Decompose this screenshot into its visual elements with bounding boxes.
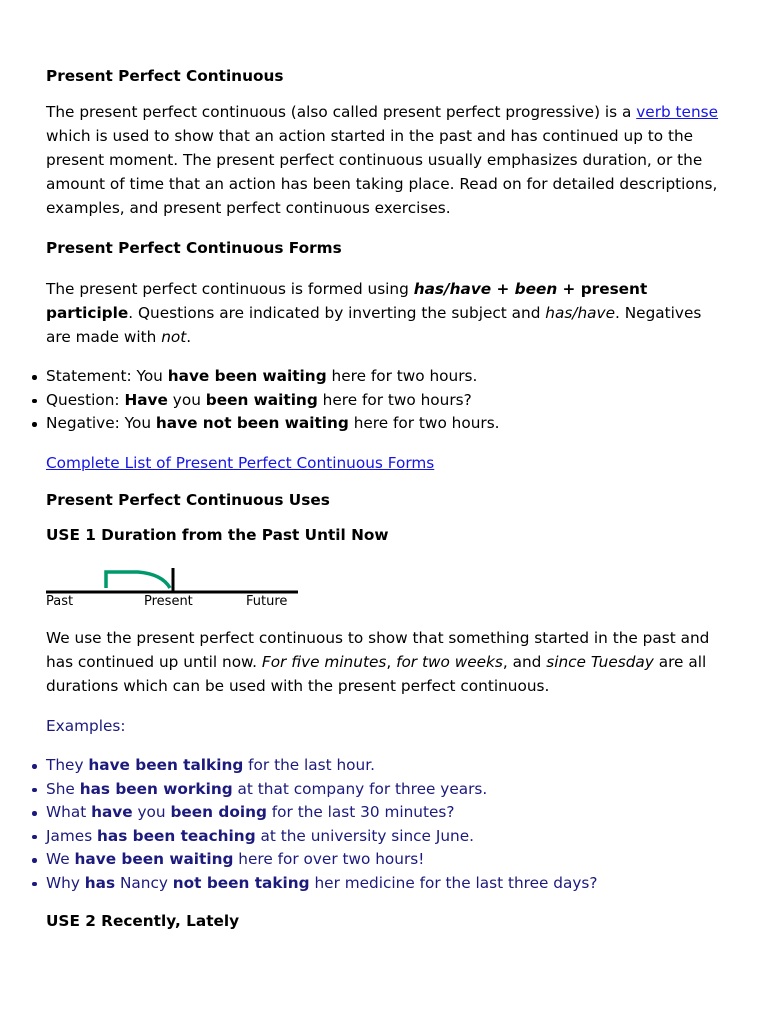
use1-text-2: are all durations which can be used with the present perfect continuous. xyxy=(46,653,707,695)
timeline-future-label: Future xyxy=(246,594,288,609)
page-title: Present Perfect Continuous xyxy=(46,67,284,85)
example-post: her medicine for the last three days? xyxy=(309,873,598,892)
forms-text-4: . xyxy=(186,328,192,346)
example-pre: They xyxy=(46,756,89,774)
list-item xyxy=(46,365,500,389)
list-item xyxy=(46,801,598,825)
negative-verb: have not been waiting xyxy=(155,414,349,432)
use1-comma-1: , xyxy=(386,653,397,671)
question-label: Question: xyxy=(46,390,125,409)
example-verb: has been working xyxy=(79,779,233,798)
question-verb: been waiting xyxy=(205,390,318,409)
example-verb: have been waiting xyxy=(74,850,234,868)
uses-heading: Present Perfect Continuous Uses xyxy=(46,491,330,509)
example-verb-2: not been taking xyxy=(172,873,310,892)
duration-arc xyxy=(106,572,170,588)
intro-text-2: which is used to show that an action started in the past and has continued up to the present moment. The present perfect continuous usually emphasizes duration, or the amount of time that an action has been taking place. Read on for detailed descriptions, examples, and present perfect continuous exercises. xyxy=(46,127,718,217)
statement-verb: have been waiting xyxy=(167,367,327,385)
forms-heading: Present Perfect Continuous Forms xyxy=(46,239,342,257)
example-verb-2: been doing xyxy=(170,803,267,821)
examples-list xyxy=(0,754,598,895)
example-post: here for over two hours! xyxy=(233,850,425,868)
timeline-present-label: Present xyxy=(144,594,193,609)
list-item xyxy=(46,825,598,849)
timeline-past-label: Past xyxy=(46,594,74,609)
example-post: at the university since June. xyxy=(255,826,475,845)
example-pre: What xyxy=(46,803,92,821)
question-rest: here for two hours? xyxy=(317,390,472,409)
use1-heading: USE 1 Duration from the Past Until Now xyxy=(46,526,389,544)
example-verb: have been talking xyxy=(88,756,244,774)
example-pre: Why xyxy=(46,873,85,892)
example-post: for the last hour. xyxy=(243,756,375,774)
example-pre: James xyxy=(46,826,98,845)
use1-paragraph xyxy=(46,626,726,698)
example-post: at that company for three years. xyxy=(232,779,488,798)
forms-list xyxy=(0,365,500,436)
forms-text-2: . Questions are indicated by inverting the subject and xyxy=(128,304,546,322)
use1-duration-2: for two weeks xyxy=(396,653,503,671)
question-aux: Have xyxy=(124,390,168,409)
forms-plus: + xyxy=(557,280,581,298)
example-pre: We xyxy=(46,850,75,868)
list-item xyxy=(46,872,598,896)
forms-not: not xyxy=(161,328,187,346)
intro-paragraph xyxy=(46,100,726,220)
verb-tense-link[interactable]: verb tense xyxy=(636,103,719,121)
example-verb: has xyxy=(84,873,116,892)
forms-paragraph xyxy=(46,277,726,349)
use2-heading: USE 2 Recently, Lately xyxy=(46,912,240,930)
statement-rest: here for two hours. xyxy=(326,367,478,385)
use1-comma-2: , and xyxy=(502,653,547,671)
statement-label: Statement: You xyxy=(46,367,168,385)
list-item xyxy=(46,412,500,436)
example-verb: has been teaching xyxy=(97,826,256,845)
list-item xyxy=(46,848,598,872)
examples-label: Examples: xyxy=(46,717,126,735)
list-item xyxy=(46,754,598,778)
forms-hashave: has/have xyxy=(545,304,615,322)
timeline-graphic xyxy=(46,564,302,596)
timeline-diagram xyxy=(46,564,302,612)
forms-formula: has/have + been xyxy=(413,280,558,298)
use1-text-1: We use the present perfect continuous to show that something started in the past and has continued up until now. xyxy=(46,629,710,671)
example-verb: have xyxy=(91,803,133,821)
use1-duration-3: since Tuesday xyxy=(546,653,654,671)
example-post: for the last 30 minutes? xyxy=(266,803,455,821)
question-subject: you xyxy=(167,390,206,409)
example-mid: Nancy xyxy=(115,873,173,892)
forms-participle: present participle xyxy=(46,280,648,322)
use1-duration-1: For five minutes xyxy=(261,653,387,671)
forms-text-1: The present perfect continuous is formed using xyxy=(46,280,414,298)
intro-text-1: The present perfect continuous (also called present perfect progressive) is a xyxy=(46,103,637,121)
forms-text-3: . Negatives are made with xyxy=(46,304,702,346)
list-item xyxy=(46,389,500,413)
example-pre: She xyxy=(46,779,80,798)
list-item xyxy=(46,778,598,802)
complete-forms-link[interactable]: Complete List of Present Perfect Continuous Forms xyxy=(46,454,435,472)
negative-label: Negative: You xyxy=(46,414,156,432)
example-mid: you xyxy=(132,803,171,821)
negative-rest: here for two hours. xyxy=(348,414,500,432)
